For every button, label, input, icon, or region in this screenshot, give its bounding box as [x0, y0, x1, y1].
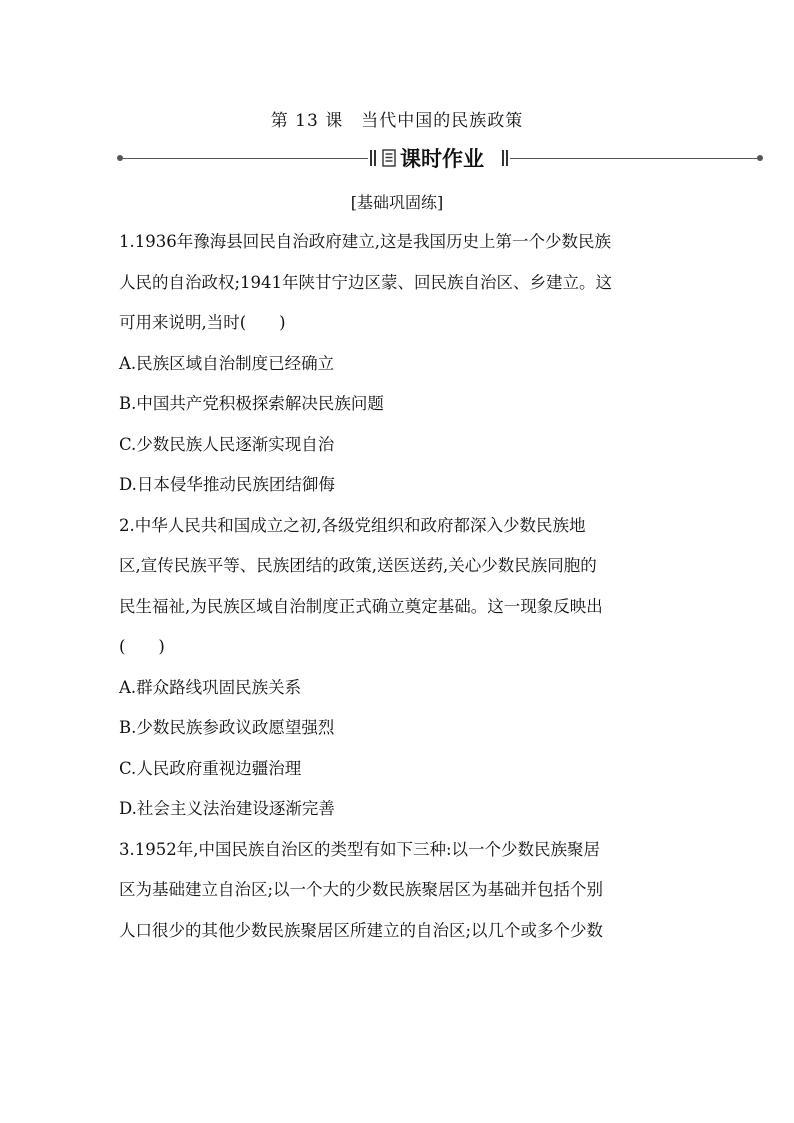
section-banner: [120, 144, 760, 174]
text-line: 区,宣传民族平等、民族团结的政策,送医送药,关心少数民族同胞的: [119, 556, 597, 575]
option-d: D.社会主义法治建设逐渐完善: [119, 799, 335, 818]
text-line: 人民的自治政权;1941年陕甘宁边区蒙、回民族自治区、乡建立。这: [119, 272, 613, 292]
option-a: A.群众路线巩固民族关系: [119, 677, 302, 697]
lesson-title: 第 13 课 当代中国的民族政策: [270, 111, 524, 131]
text-line: 1.1936年豫海县回民自治政府建立,这是我国历史上第一个少数民族: [119, 232, 611, 251]
banner-rule-left: [120, 158, 368, 159]
text-line: 民生福祉,为民族区域自治制度正式确立奠定基础。这一现象反映出: [119, 596, 603, 616]
banner-dot-right: [757, 155, 763, 161]
banner-rule-right: [510, 158, 760, 159]
banner-dot-left: [117, 155, 123, 161]
banner-bar: [502, 150, 504, 166]
section-heading: [基础巩固练]: [350, 193, 444, 212]
text-line: 2.中华人民共和国成立之初,各级党组织和政府都深入少数民族地: [119, 515, 586, 535]
option-c: C.人民政府重视边疆治理: [119, 758, 302, 778]
option-b: B.少数民族参政议政愿望强烈: [119, 718, 335, 737]
banner-label: 课时作业: [400, 147, 484, 171]
option-d: D.日本侵华推动民族团结御侮: [119, 475, 335, 494]
banner-bar: [506, 150, 508, 166]
text-line: 可用来说明,当时( ): [119, 313, 286, 332]
text-line: 3.1952年,中国民族自治区的类型有如下三种:以一个少数民族聚居: [119, 839, 601, 859]
text-line: ( ): [119, 637, 165, 656]
option-b: B.中国共产党积极探索解决民族问题: [119, 394, 384, 413]
text-line: 人口很少的其他少数民族聚居区所建立的自治区;以几个或多个少数: [119, 920, 604, 940]
banner-bar: [370, 150, 372, 166]
banner-bar: [374, 150, 376, 166]
option-a: A.民族区域自治制度已经确立: [119, 353, 335, 373]
text-line: 区为基础建立自治区;以一个大的少数民族聚居区为基础并包括个别: [119, 880, 604, 899]
document-icon: [382, 149, 396, 167]
question-text: [119, 222, 689, 951]
option-c: C.少数民族人民逐渐实现自治: [119, 434, 335, 454]
